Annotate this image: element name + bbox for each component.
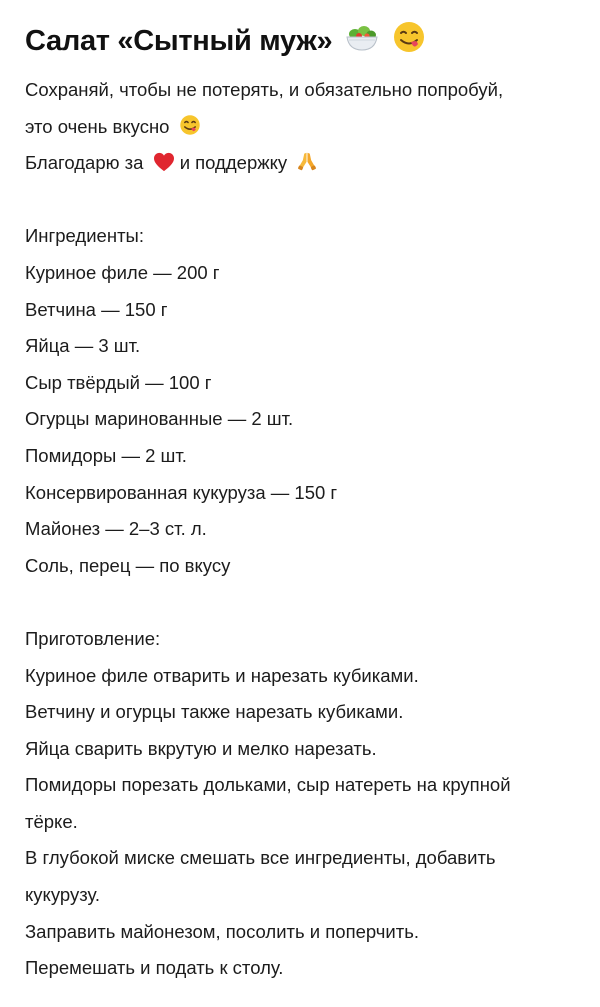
recipe-body [25,72,585,987]
preparation-step: В глубокой миске смешать все ингредиенты, добавить [25,847,496,869]
ingredient-item: Ветчина — 150 г [25,298,168,320]
intro-text: и поддержку [179,152,288,174]
red-heart-icon [153,148,175,185]
page-title [25,0,585,62]
preparation-step: Яйца сварить вкрутую и мелко нарезать. [25,737,377,759]
preparation-step: Ветчину и огурцы также нарезать кубиками. [25,701,404,723]
intro-line [25,72,585,109]
title-text: Салат «Сытный муж» [25,25,333,58]
intro-line [25,109,585,146]
preparation-heading: Приготовление: [25,627,161,649]
ingredient-item: Сыр твёрдый — 100 г [25,371,212,393]
preparation-step: Помидоры порезать дольками, сыр натереть на крупной [25,774,511,796]
ingredient-item: Яйца — 3 шт. [25,335,141,357]
ingredient-item: Консервированная кукуруза — 150 г [25,481,338,503]
recipe-article [25,0,585,987]
face-savoring-food-icon [179,112,201,149]
intro-text: Благодарю за [25,152,144,174]
preparation-step: Перемешать и подать к столу. [25,957,284,979]
spacer [25,182,585,219]
ingredient-item: Помидоры — 2 шт. [25,444,187,466]
spacer [25,584,585,621]
preparation-step: тёрке. [25,810,78,832]
ingredients-heading: Ингредиенты: [25,225,144,247]
face-savoring-food-icon [392,20,426,65]
intro-text: это очень вкусно [25,115,170,137]
preparation-step: Куриное филе отварить и нарезать кубиками. [25,664,419,686]
salad-bowl-icon [344,21,380,64]
ingredient-item: Соль, перец — по вкусу [25,554,231,576]
ingredient-item: Огурцы маринованные — 2 шт. [25,408,294,430]
folded-hands-icon [296,148,318,185]
ingredient-item: Майонез — 2–3 ст. л. [25,518,207,540]
ingredient-item: Куриное филе — 200 г [25,261,220,283]
preparation-step: кукурузу. [25,884,101,906]
preparation-step: Заправить майонезом, посолить и поперчить. [25,920,419,942]
intro-line [25,145,585,182]
intro-text: Сохраняй, чтобы не потерять, и обязательно попробуй, [25,79,504,100]
